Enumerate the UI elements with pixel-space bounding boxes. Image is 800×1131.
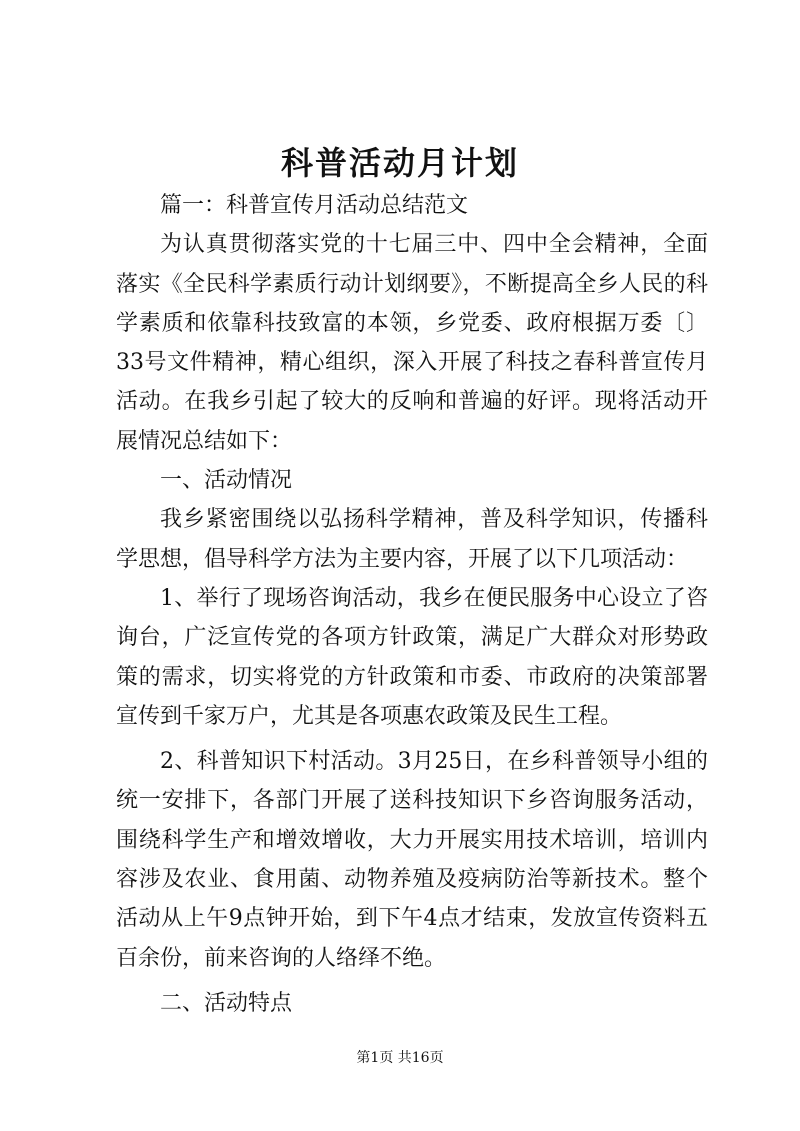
- document-body: [116, 186, 708, 1023]
- section-heading: 篇一：科普宣传月活动总结范文: [160, 193, 469, 218]
- paragraph: 我乡紧密围绕以弘扬科学精神，普及科学知识，传播科学思想，倡导科学方法为主要内容，开展了以下几项活动：: [116, 507, 708, 572]
- paragraph: 为认真贯彻落实党的十七届三中、四中全会精神，全面落实《全民科学素质行动计划纲要》，不断提高全乡人民的科学素质和依靠科技致富的本领，乡党委、政府根据万委〔〕33号文件精神，精心组织，深入开展了科技之春科普宣传月活动。在我乡引起了较大的反响和普遍的好评。现将活动开展情况总结如下：: [116, 232, 708, 454]
- document-title: 科普活动月计划: [280, 144, 519, 182]
- section-heading: 二、活动特点: [160, 990, 293, 1016]
- paragraph: 1、举行了现场咨询活动，我乡在便民服务中心设立了咨询台，广泛宣传党的各项方针政策，满足广大群众对形势政策的需求，切实将党的方针政策和市委、市政府的决策部署宣传到千家万户，尤其是各项惠农政策及民生工程。: [116, 585, 708, 729]
- page-footer: 第1页 共16页: [356, 1050, 444, 1066]
- section-heading: 一、活动情况: [160, 468, 293, 494]
- paragraph: 2、科普知识下村活动。3月25日，在乡科普领导小组的统一安排下，各部门开展了送科技知识下乡咨询服务活动，围绕科学生产和增效增收，大力开展实用技术培训，培训内容涉及农业、食用菌、动物养殖及疫病防治等新技术。整个活动从上午9点钟开始，到下午4点才结束，发放宣传资料五百余份，前来咨询的人络绎不绝。: [116, 749, 708, 971]
